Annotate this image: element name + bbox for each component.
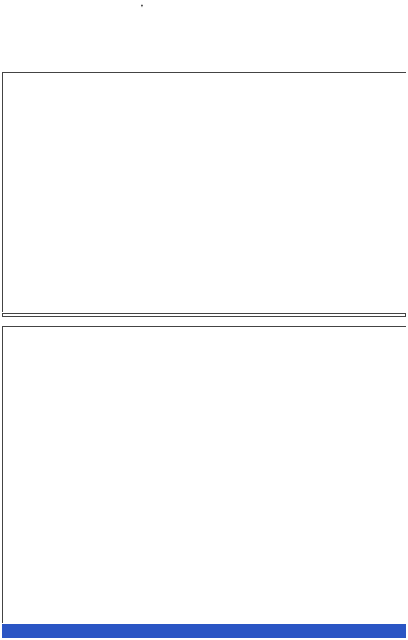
adaptation-notice bbox=[2, 313, 406, 317]
cross-icon: ✝ bbox=[140, 4, 144, 8]
blessings-line bbox=[2, 4, 282, 8]
intro-text bbox=[2, 4, 282, 8]
calendar-grid-top bbox=[2, 72, 406, 312]
calendar-header bbox=[2, 2, 406, 72]
easter-footer bbox=[2, 624, 406, 638]
calendar-grid-bottom bbox=[2, 326, 406, 623]
